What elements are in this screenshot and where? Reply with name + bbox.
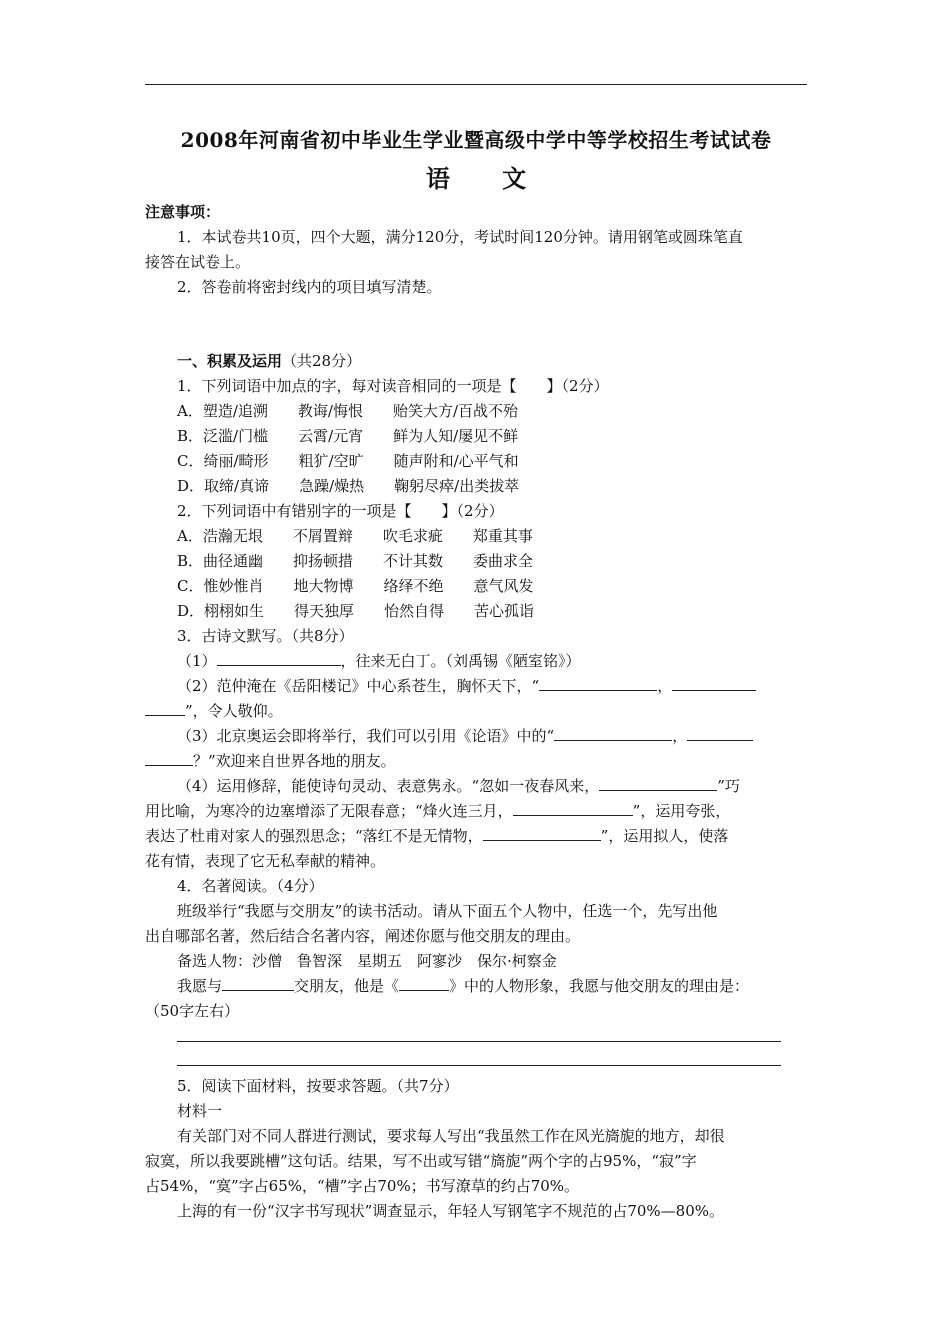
notice-heading: 注意事项：: [145, 203, 221, 221]
material-line-3: 占54%，“寞”字占65%，“槽”字占70%；书写潦草的约占70%。: [145, 1177, 580, 1195]
q3-part-4-line-3: 表达了杜甫对家人的强烈思念；“落红不是无情物， ”，运用拟人，使落: [145, 824, 728, 848]
q1-stem: 1．下列词语中加点的字，每对读音相同的一项是【 】（2分）: [177, 377, 609, 395]
material-line-4: 上海的有一份“汉字书写现状”调查显示，年轻人写钢笔字不规范的占70%—80%。: [177, 1202, 725, 1220]
q2-option-c: C．惟妙惟肖 地大物博 络绎不绝 意气风发: [177, 577, 534, 595]
answer-line[interactable]: [177, 1065, 781, 1066]
q3-part-2: （2）范仲淹在《岳阳楼记》中心系苍生，胸怀天下，“ ，: [177, 674, 756, 698]
answer-blank[interactable]: [599, 774, 717, 791]
answer-blank[interactable]: [222, 974, 294, 991]
q2-option-b: B．曲径通幽 抑扬顿措 不计其数 委曲求全: [177, 552, 534, 570]
section-title: 一、积累及运用: [177, 352, 283, 370]
section-score: （共28分）: [282, 352, 362, 370]
exam-title: 2008年河南省初中毕业生学业暨高级中学中等学校招生考试试卷: [180, 128, 772, 152]
answer-blank[interactable]: [672, 674, 756, 691]
answer-blank[interactable]: [145, 749, 193, 766]
answer-blank[interactable]: [513, 799, 633, 816]
q4-paragraph: 班级举行“我愿与交朋友”的读书活动。请从下面五个人物中，任选一个，先写出他: [177, 902, 718, 920]
material-line-2: 寂寞，所以我要跳槽”这句话。结果，写不出或写错“旖旎”两个字的占95%，“寂”字: [145, 1152, 697, 1170]
q3-part-2-cont: ”，令人敬仰。: [145, 699, 283, 723]
q3-part-4: （4）运用修辞，能使诗句灵动、表意隽永。“忽如一夜春风来， ”巧: [177, 774, 740, 798]
answer-blank[interactable]: [554, 724, 672, 741]
q4-candidates: 备选人物：沙僧 鲁智深 星期五 阿寥沙 保尔·柯察金: [177, 952, 557, 970]
q4-fill-line: 我愿与 交朋友，他是《 》中的人物形象，我愿与他交朋友的理由是：: [177, 974, 749, 998]
q1-option-a: A．塑造/追溯 教诲/悔恨 贻笑大方/百战不殆: [177, 402, 518, 420]
q3-part-1: （1） ，往来无白丁。（刘禹锡《陋室铭》）: [177, 649, 581, 673]
material-line-1: 有关部门对不同人群进行测试，要求每人写出“我虽然工作在风光旖旎的地方，却很: [177, 1127, 725, 1145]
answer-blank[interactable]: [483, 824, 601, 841]
subject-title: 语 文: [425, 164, 549, 193]
answer-line[interactable]: [177, 1041, 781, 1042]
q1-option-c: C．绮丽/畸形 粗犷/空旷 随声附和/心平气和: [177, 452, 519, 470]
q2-option-a: A．浩瀚无垠 不屑置辩 吹毛求疵 郑重其事: [177, 527, 533, 545]
q4-paragraph-cont: 出自哪部名著，然后结合名著内容，阐述你愿与他交朋友的理由。: [145, 927, 581, 945]
q1-option-d: D．取缔/真谛 急躁/燥热 鞠躬尽瘁/出类拔萃: [177, 477, 520, 495]
q5-stem: 5．阅读下面材料，按要求答题。（共7分）: [177, 1077, 459, 1095]
q4-stem: 4．名著阅读。（4分）: [177, 877, 324, 895]
q3-part-3-cont: ？”欢迎来自世界各地的朋友。: [145, 749, 396, 773]
material-title: 材料一: [177, 1102, 223, 1120]
section-heading: [177, 349, 361, 373]
notice-item-1-cont: 接答在试卷上。: [145, 253, 251, 271]
notice-item-1: 1．本试卷共10页，四个大题，满分120分，考试时间120分钟。请用钢笔或圆珠笔直: [177, 228, 743, 246]
q1-option-b: B．泛滥/门槛 云霄/元宵 鲜为人知/屡见不鲜: [177, 427, 519, 445]
q3-part-3: （3）北京奥运会即将举行，我们可以引用《论语》中的“ ，: [177, 724, 753, 748]
q3-part-4-line-2: 用比喻，为寒冷的边塞增添了无限春意；“烽火连三月， ”，运用夸张，: [145, 799, 730, 823]
notice-item-2: 2．答卷前将密封线内的项目填写清楚。: [177, 278, 442, 296]
answer-blank[interactable]: [217, 649, 341, 666]
answer-blank[interactable]: [539, 674, 657, 691]
q3-stem: 3．古诗文默写。（共8分）: [177, 627, 354, 645]
q2-stem: 2．下列词语中有错别字的一项是【 】（2分）: [177, 502, 504, 520]
q2-option-d: D．栩栩如生 得天独厚 怡然自得 苦心孤诣: [177, 602, 535, 620]
q4-fill-note: （50字左右）: [145, 1002, 240, 1020]
answer-blank[interactable]: [145, 699, 185, 716]
answer-blank[interactable]: [687, 724, 753, 741]
q3-part-4-line-4: 花有情，表现了它无私奉献的精神。: [145, 852, 386, 870]
header-rule: [145, 84, 807, 85]
answer-blank[interactable]: [399, 974, 449, 991]
